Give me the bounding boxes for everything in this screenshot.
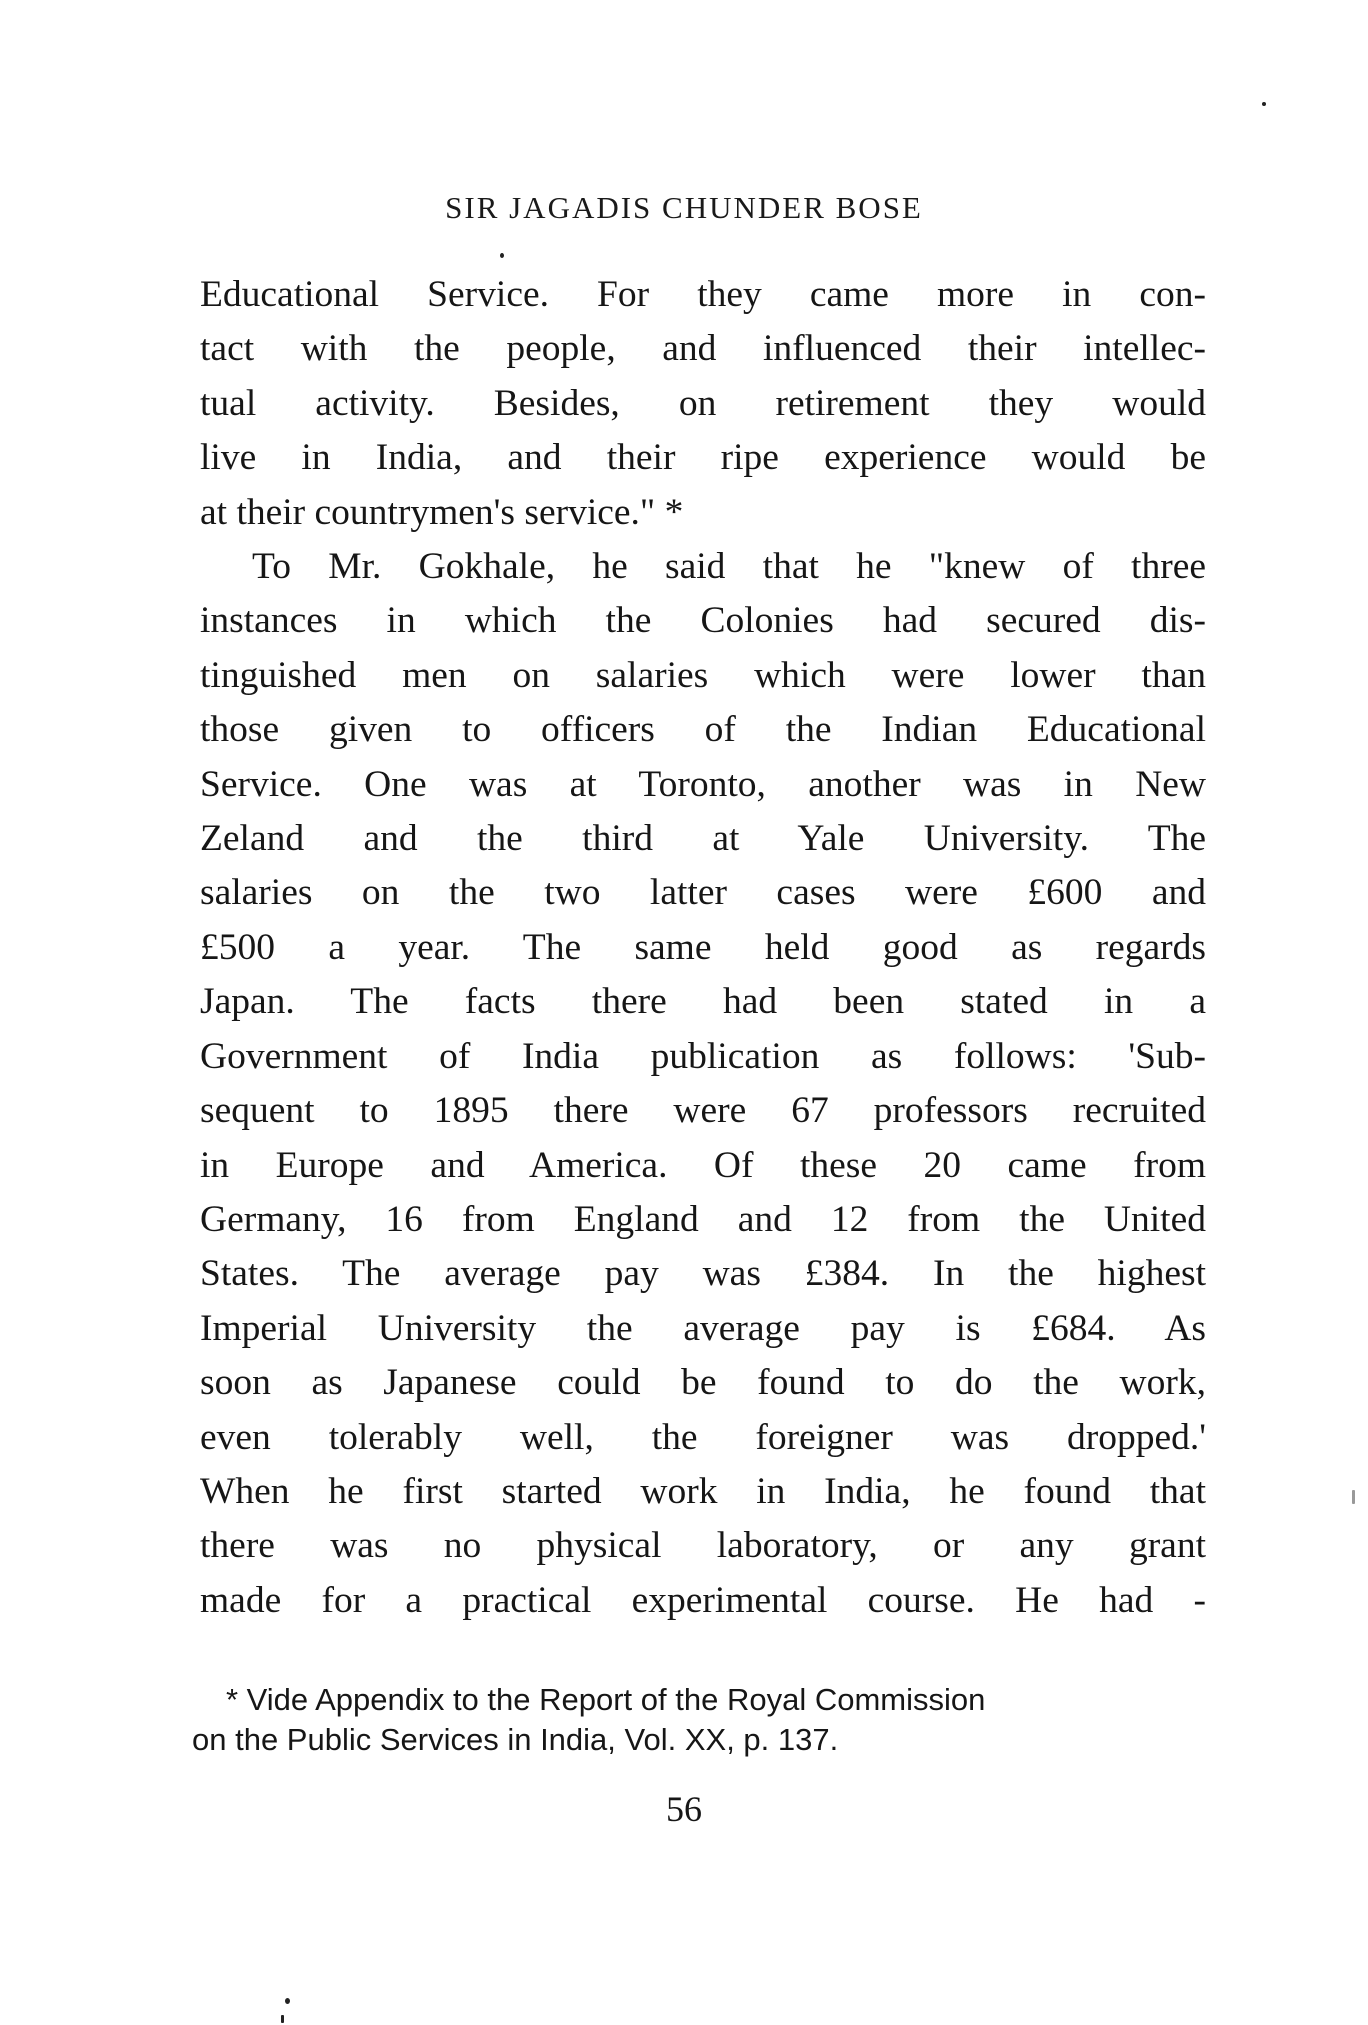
footnote-line: on the Public Services in India, Vol. XX, p. 137. bbox=[192, 1722, 839, 1757]
text-line: sequent to 1895 there were 67 professors recruited bbox=[200, 1090, 1206, 1132]
text-line: made for a practical experimental course. He had - bbox=[200, 1579, 1206, 1621]
text-line: tual activity. Besides, on retirement they would bbox=[200, 382, 1206, 424]
body-text bbox=[200, 268, 1206, 1628]
footnote-line: * Vide Appendix to the Report of the Royal Commission bbox=[226, 1682, 986, 1717]
scan-speck bbox=[500, 253, 504, 258]
page-number: 56 bbox=[666, 1789, 702, 1829]
text-line: Germany, 16 from England and 12 from the United bbox=[200, 1198, 1206, 1240]
text-line: When he first started work in India, he found that bbox=[200, 1470, 1206, 1512]
text-line: soon as Japanese could be found to do the work, bbox=[200, 1362, 1206, 1404]
text-line: those given to officers of the Indian Educational bbox=[200, 709, 1206, 751]
text-line: in Europe and America. Of these 20 came from bbox=[200, 1144, 1206, 1186]
text-line: States. The average pay was £384. In the highest bbox=[200, 1253, 1206, 1295]
text-line: tinguished men on salaries which were lower than bbox=[200, 654, 1206, 696]
text-line: tact with the people, and influenced their intellec- bbox=[200, 328, 1206, 370]
scan-speck bbox=[1352, 1490, 1355, 1504]
text-line: at their countrymen's service." * bbox=[200, 491, 684, 533]
text-line: Service. One was at Toronto, another was in New bbox=[200, 763, 1206, 805]
scan-speck bbox=[285, 1998, 290, 2004]
text-line: £500 a year. The same held good as regards bbox=[200, 926, 1206, 968]
text-line: live in India, and their ripe experience would be bbox=[200, 437, 1206, 479]
scan-speck bbox=[1262, 102, 1266, 106]
text-line: To Mr. Gokhale, he said that he "knew of three bbox=[252, 546, 1206, 588]
text-line: Government of India publication as follows: 'Sub- bbox=[200, 1035, 1206, 1077]
text-line: Educational Service. For they came more in con- bbox=[200, 274, 1206, 315]
text-line: Japan. The facts there had been stated in a bbox=[200, 981, 1206, 1023]
text-line: even tolerably well, the foreigner was dropped.' bbox=[200, 1416, 1206, 1458]
text-line: instances in which the Colonies had secured dis- bbox=[200, 600, 1206, 642]
footnote bbox=[192, 1680, 1202, 1760]
text-line: Imperial University the average pay is £684. As bbox=[200, 1307, 1206, 1349]
text-line: salaries on the two latter cases were £600 and bbox=[200, 872, 1206, 914]
text-line: there was no physical laboratory, or any grant bbox=[200, 1525, 1206, 1567]
text-line: Zeland and the third at Yale University. The bbox=[200, 818, 1206, 860]
scan-speck bbox=[281, 2015, 284, 2023]
running-head: SIR JAGADIS CHUNDER BOSE bbox=[445, 190, 923, 225]
